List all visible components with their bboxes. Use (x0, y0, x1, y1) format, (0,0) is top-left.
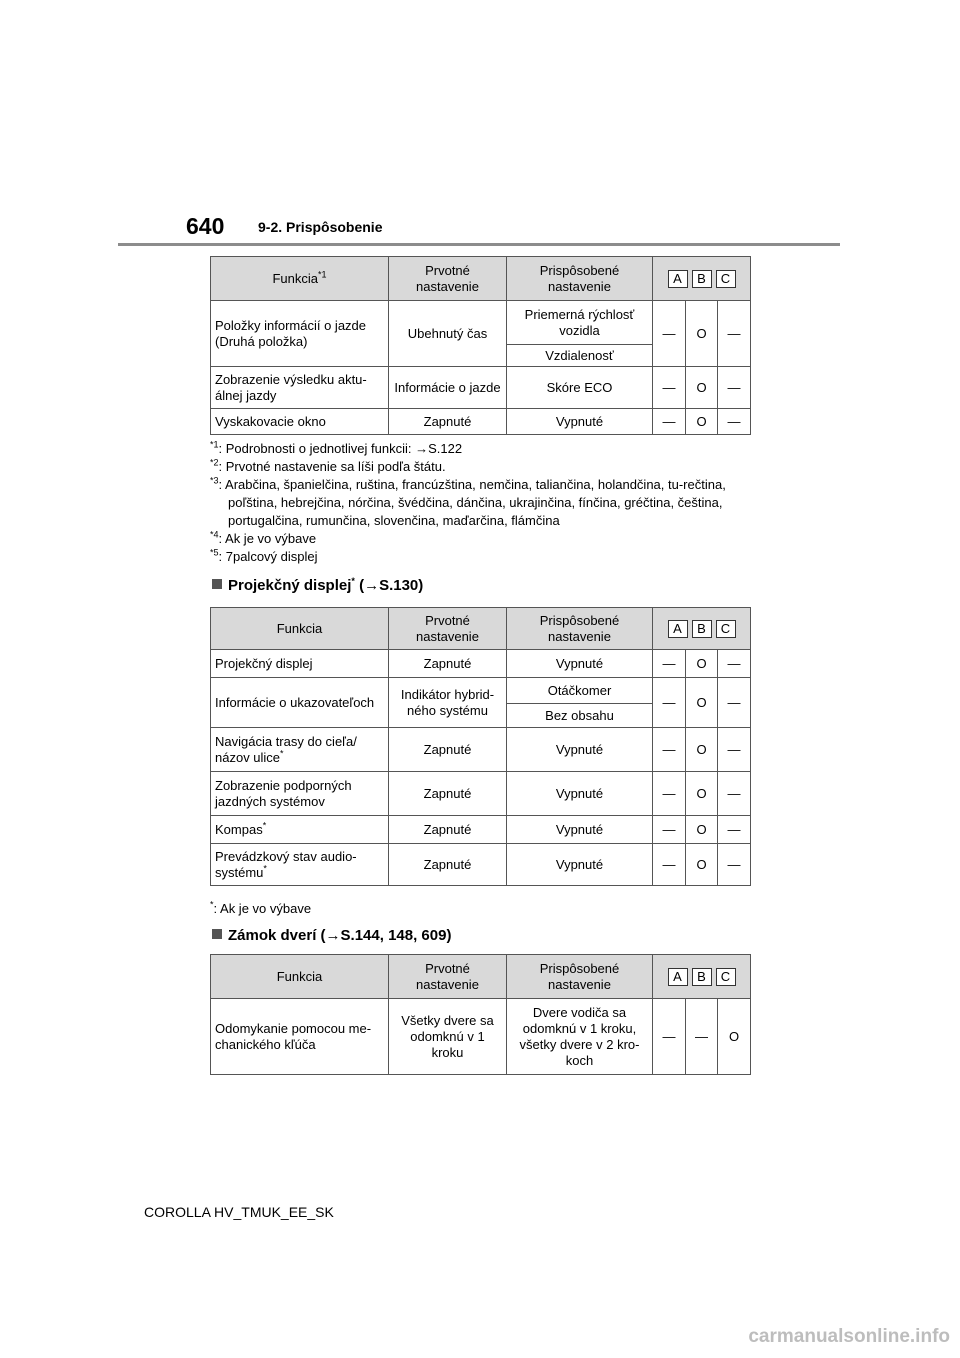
footnote: $^{*1}$: Podrobnosti o jednotlivej funkcii: →S.122 (210, 439, 463, 456)
footnote: $^{*5}$: 7palcový displej (210, 547, 318, 564)
table-row: Projekčný displej Zapnuté Vypnuté — O — (211, 650, 751, 678)
col-header-abc: A B C (653, 608, 751, 650)
table-row: Zobrazenie podporných jazdných systémov Zapnuté Vypnuté — O — (211, 772, 751, 816)
table-row: Vyskakovacie okno Zapnuté Vypnuté — O — (211, 409, 751, 435)
footnote: $^{*3}$: Arabčina, španielčina, ruština, francúzština, nemčina, taliančina, holandčina, tu-rečtina, poľština, hebrejčina, nórčina, švédčina, dánčina, ukrajinčina, fínčina, gréčtina, čeština, portugalčina, rumunčina, slovenčina, maďarčina, flámčina (210, 475, 726, 528)
col-header-initial: Prvotné nastavenie (389, 608, 507, 650)
footnote: *: Ak je vo výbave (210, 899, 312, 916)
subheading-hud: Projekčný displej* (→S.130) (212, 577, 423, 594)
square-bullet-icon (212, 579, 222, 589)
footer-model: COROLLA HV_TMUK_EE_SK (144, 1204, 334, 1220)
col-header-function: Funkcia$^{*1}$ (211, 257, 389, 301)
table-row: Odomykanie pomocou me-chanického kľúča Všetky dvere sa odomknú v 1 kroku Dvere vodiča sa odomknú v 1 kroku, všetky dvere v 2 kro-koch — — O (211, 999, 751, 1075)
col-header-abc: A B C (653, 955, 751, 999)
page-number: 640 (186, 213, 225, 239)
table-row: Informácie o ukazovateľoch Indikátor hybrid-ného systému Otáčkomer — O — (211, 678, 751, 704)
header-rule (118, 243, 840, 246)
footnote: $^{*2}$: Prvotné nastavenie sa líši podľa štátu. (210, 457, 446, 474)
col-header-custom: Prispôsobené nastavenie (507, 257, 653, 301)
subheading-door-lock: Zámok dverí (→S.144, 148, 609) (212, 927, 451, 944)
col-header-function: Funkcia (211, 608, 389, 650)
section-title: 9-2. Prispôsobenie (258, 219, 383, 235)
table-row: Kompas* Zapnuté Vypnuté — O — (211, 816, 751, 844)
col-header-initial: Prvotné nastavenie (389, 955, 507, 999)
footnote: $^{*4}$: Ak je vo výbave (210, 529, 317, 546)
col-header-custom: Prispôsobené nastavenie (507, 955, 653, 999)
square-bullet-icon (212, 929, 222, 939)
col-header-function: Funkcia (211, 955, 389, 999)
table-driving-info: Funkcia$^{*1}$ Prvotné nastavenie Prispôsobené nastavenie A B C Položky informácií o jazde (Druhá položka) Ubehnutý čas Priemerná rýchlosť vozidla — O — Vzdialenosť Zobrazenie výsledku aktu-álnej jazdy Informácie o jazde Skóre ECO — O — Vyskakovacie okno Zapnuté Vypnuté — O — (210, 256, 751, 435)
watermark: carmanualsonline.info (748, 1326, 950, 1347)
table-row: Zobrazenie výsledku aktu-álnej jazdy Informácie o jazde Skóre ECO — O — (211, 367, 751, 409)
table-door-lock (210, 954, 751, 1075)
col-header-custom: Prispôsobené nastavenie (507, 608, 653, 650)
footnotes (210, 440, 750, 566)
col-header-initial: Prvotné nastavenie (389, 257, 507, 301)
table-row: Navigácia trasy do cieľa/ názov ulice* Zapnuté Vypnuté — O — (211, 728, 751, 772)
table-row: Prevádzkový stav audio-systému* Zapnuté Vypnuté — O — (211, 844, 751, 886)
col-header-abc: A B C (653, 257, 751, 301)
table-row: Položky informácií o jazde (Druhá položka) Ubehnutý čas Priemerná rýchlosť vozidla — O — (211, 301, 751, 345)
table-hud: Funkcia Prvotné nastavenie Prispôsobené nastavenie A B C Projekčný displej Zapnuté Vypnuté — O — Informácie o ukazovateľoch Indikátor hybrid-ného systému Otáčkomer — O — Bez obsahu Navigácia trasy do cieľa/ názov ulice* Zapnuté Vypnuté — O — Zobrazenie podporných jazdných systémov Zapnuté Vypnuté — O — Kompas* Zapnuté Vypnuté — O — Prevádzkový stav audio-systému* Zapnuté Vypnuté — O — (210, 607, 751, 886)
